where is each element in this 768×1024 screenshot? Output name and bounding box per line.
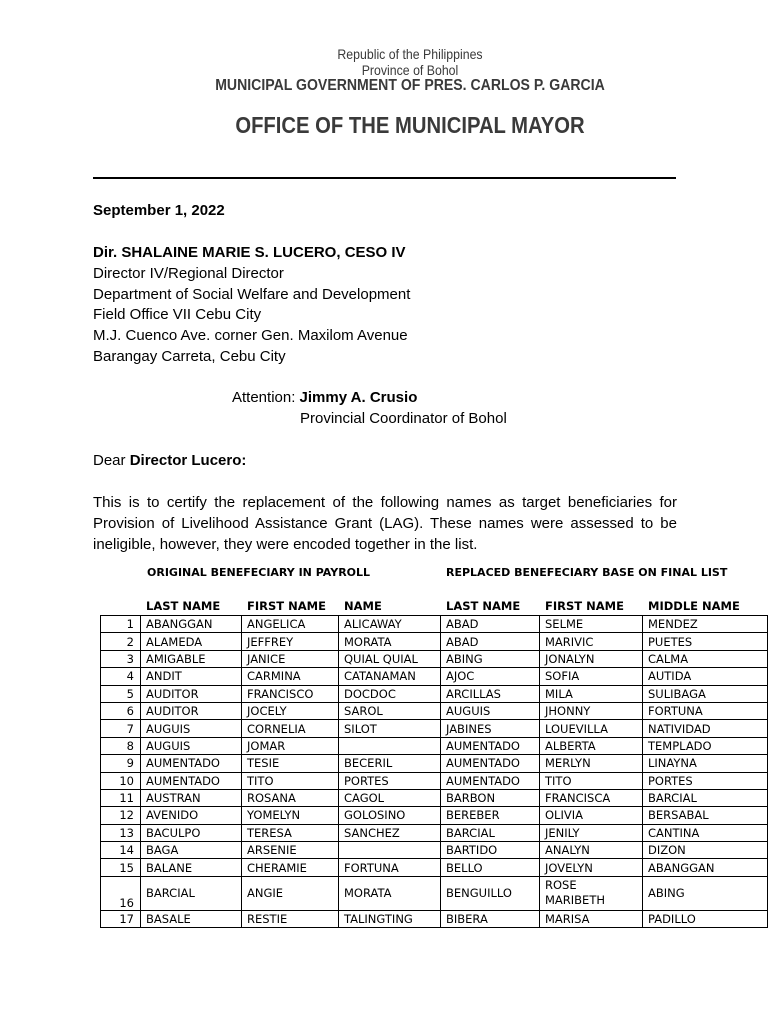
replaced-middle-name: CANTINA: [643, 824, 768, 841]
attention-label: Attention:: [232, 389, 300, 406]
original-first-name: ARSENIE: [242, 842, 339, 859]
replaced-first-name: MARIVIC: [540, 633, 643, 650]
replaced-first-name: TITO: [540, 772, 643, 789]
replaced-first-name: LOUEVILLA: [540, 720, 643, 737]
original-last-name: ALAMEDA: [141, 633, 242, 650]
table-row: [101, 702, 768, 719]
replaced-middle-name: BARCIAL: [643, 789, 768, 806]
original-first-name: YOMELYN: [242, 807, 339, 824]
original-last-name: AUDITOR: [141, 702, 242, 719]
recipient-line: Barangay Carreta, Cebu City: [93, 348, 286, 365]
original-name: PORTES: [339, 772, 441, 789]
replaced-last-name: AUGUIS: [441, 702, 540, 719]
replaced-last-name: AUMENTADO: [441, 772, 540, 789]
original-name: MORATA: [339, 633, 441, 650]
row-number: 12: [101, 807, 141, 824]
header-republic: Republic of the Philippines: [337, 46, 483, 62]
table-row: [101, 755, 768, 772]
replaced-first-name: MILA: [540, 685, 643, 702]
replaced-last-name: BARCIAL: [441, 824, 540, 841]
original-first-name: TITO: [242, 772, 339, 789]
replaced-middle-name: DIZON: [643, 842, 768, 859]
replaced-first-name: JENILY: [540, 824, 643, 841]
original-last-name: AUDITOR: [141, 685, 242, 702]
original-last-name: ANDIT: [141, 668, 242, 685]
replaced-first-name: JONALYN: [540, 650, 643, 667]
original-last-name: AUGUIS: [141, 737, 242, 754]
table-row: [101, 772, 768, 789]
recipient-name: Dir. SHALAINE MARIE S. LUCERO, CESO IV: [93, 244, 406, 261]
recipient-line: Department of Social Welfare and Development: [93, 286, 411, 303]
recipient-line: Field Office VII Cebu City: [93, 306, 262, 323]
row-number: 9: [101, 755, 141, 772]
salutation-prefix: Dear: [93, 452, 130, 469]
row-number: 1: [101, 616, 141, 633]
replaced-last-name: ABING: [441, 650, 540, 667]
column-header: MIDDLE NAME: [648, 599, 740, 613]
original-name: DOCDOC: [339, 685, 441, 702]
attention-title: Provincial Coordinator of Bohol: [300, 410, 507, 427]
original-first-name: TESIE: [242, 755, 339, 772]
original-last-name: AUMENTADO: [141, 755, 242, 772]
original-last-name: AUSTRAN: [141, 789, 242, 806]
row-number: 5: [101, 685, 141, 702]
table-row: [101, 859, 768, 876]
letter-date: September 1, 2022: [93, 202, 225, 219]
replaced-last-name: BELLO: [441, 859, 540, 876]
header-municipality: MUNICIPAL GOVERNMENT OF PRES. CARLOS P. GARCIA: [215, 77, 605, 94]
row-number: 7: [101, 720, 141, 737]
original-last-name: AVENIDO: [141, 807, 242, 824]
table-row: [101, 616, 768, 633]
replaced-first-name: MARISA: [540, 910, 643, 927]
replaced-middle-name: ABING: [643, 876, 768, 910]
original-name: SANCHEZ: [339, 824, 441, 841]
table-row: [101, 633, 768, 650]
original-first-name: JOCELY: [242, 702, 339, 719]
original-last-name: AUGUIS: [141, 720, 242, 737]
original-last-name: ABANGGAN: [141, 616, 242, 633]
replaced-first-name: JOVELYN: [540, 859, 643, 876]
original-last-name: BARCIAL: [141, 876, 242, 910]
replaced-first-name: MERLYN: [540, 755, 643, 772]
header-rule: [93, 177, 676, 179]
original-last-name: BALANE: [141, 859, 242, 876]
replaced-last-name: JABINES: [441, 720, 540, 737]
table-row: [101, 720, 768, 737]
column-header: FIRST NAME: [247, 599, 326, 613]
row-number: 11: [101, 789, 141, 806]
replaced-last-name: AUMENTADO: [441, 755, 540, 772]
table-row: [101, 807, 768, 824]
row-number: 16: [101, 876, 141, 910]
row-number: 14: [101, 842, 141, 859]
original-last-name: AUMENTADO: [141, 772, 242, 789]
replaced-last-name: BIBERA: [441, 910, 540, 927]
original-first-name: CARMINA: [242, 668, 339, 685]
letter-body: This is to certify the replacement of the following names as target beneficiaries for Provision of Livelihood Assistance Grant (LAG). These names were assessed to be ineligible, however, they were encoded together in the list.: [93, 494, 677, 553]
row-number: 17: [101, 910, 141, 927]
replaced-first-name: ROSE MARIBETH: [540, 876, 643, 910]
table-row: [101, 685, 768, 702]
replaced-middle-name: TEMPLADO: [643, 737, 768, 754]
replaced-first-name: FRANCISCA: [540, 789, 643, 806]
column-header: LAST NAME: [146, 599, 221, 613]
original-first-name: FRANCISCO: [242, 685, 339, 702]
attention-line: [232, 389, 417, 406]
replaced-middle-name: FORTUNA: [643, 702, 768, 719]
replaced-last-name: BARBON: [441, 789, 540, 806]
replaced-middle-name: PUETES: [643, 633, 768, 650]
original-first-name: ANGIE: [242, 876, 339, 910]
row-number: 15: [101, 859, 141, 876]
original-name: SILOT: [339, 720, 441, 737]
replaced-middle-name: LINAYNA: [643, 755, 768, 772]
replaced-middle-name: BERSABAL: [643, 807, 768, 824]
replaced-middle-name: ABANGGAN: [643, 859, 768, 876]
replaced-middle-name: AUTIDA: [643, 668, 768, 685]
original-first-name: JANICE: [242, 650, 339, 667]
original-first-name: TERESA: [242, 824, 339, 841]
original-name: FORTUNA: [339, 859, 441, 876]
row-number: 4: [101, 668, 141, 685]
replaced-middle-name: NATIVIDAD: [643, 720, 768, 737]
column-header: FIRST NAME: [545, 599, 624, 613]
original-beneficiary-heading: ORIGINAL BENEFECIARY IN PAYROLL: [147, 566, 371, 579]
original-last-name: BASALE: [141, 910, 242, 927]
row-number: 3: [101, 650, 141, 667]
replaced-first-name: SOFIA: [540, 668, 643, 685]
original-first-name: CORNELIA: [242, 720, 339, 737]
replaced-last-name: AUMENTADO: [441, 737, 540, 754]
replaced-beneficiary-heading: REPLACED BENEFECIARY BASE ON FINAL LIST: [446, 566, 728, 579]
column-header: NAME: [344, 599, 382, 613]
replaced-middle-name: MENDEZ: [643, 616, 768, 633]
original-first-name: ROSANA: [242, 789, 339, 806]
original-first-name: ANGELICA: [242, 616, 339, 633]
table-row: [101, 876, 768, 910]
replaced-last-name: BENGUILLO: [441, 876, 540, 910]
replaced-middle-name: PADILLO: [643, 910, 768, 927]
header-office-title: OFFICE OF THE MUNICIPAL MAYOR: [235, 112, 585, 138]
salutation-name: Director Lucero:: [129, 452, 247, 469]
replaced-last-name: AJOC: [441, 668, 540, 685]
original-first-name: CHERAMIE: [242, 859, 339, 876]
original-last-name: BAGA: [141, 842, 242, 859]
original-name: MORATA: [339, 876, 441, 910]
original-name: SAROL: [339, 702, 441, 719]
replaced-first-name: SELME: [540, 616, 643, 633]
table-row: [101, 910, 768, 927]
replaced-last-name: BEREBER: [441, 807, 540, 824]
salutation: [93, 452, 246, 469]
replaced-first-name: JHONNY: [540, 702, 643, 719]
original-name: [339, 842, 441, 859]
original-last-name: AMIGABLE: [141, 650, 242, 667]
replaced-last-name: BARTIDO: [441, 842, 540, 859]
table-row: [101, 789, 768, 806]
table-row: [101, 668, 768, 685]
replaced-middle-name: PORTES: [643, 772, 768, 789]
original-name: [339, 737, 441, 754]
row-number: 8: [101, 737, 141, 754]
attention-name: Jimmy A. Crusio: [299, 389, 418, 406]
replaced-first-name: ANALYN: [540, 842, 643, 859]
recipient-line: M.J. Cuenco Ave. corner Gen. Maxilom Avenue: [93, 327, 408, 344]
original-name: GOLOSINO: [339, 807, 441, 824]
original-first-name: JEFFREY: [242, 633, 339, 650]
original-name: ALICAWAY: [339, 616, 441, 633]
replaced-middle-name: CALMA: [643, 650, 768, 667]
row-number: 6: [101, 702, 141, 719]
table-row: [101, 824, 768, 841]
table-row: [101, 842, 768, 859]
table-row: [101, 737, 768, 754]
column-header: LAST NAME: [446, 599, 521, 613]
replaced-middle-name: SULIBAGA: [643, 685, 768, 702]
replaced-first-name: ALBERTA: [540, 737, 643, 754]
replaced-first-name: OLIVIA: [540, 807, 643, 824]
beneficiary-table: [100, 615, 768, 928]
row-number: 10: [101, 772, 141, 789]
original-name: BECERIL: [339, 755, 441, 772]
original-last-name: BACULPO: [141, 824, 242, 841]
recipient-line: Director IV/Regional Director: [93, 265, 284, 282]
original-first-name: RESTIE: [242, 910, 339, 927]
replaced-last-name: ABAD: [441, 633, 540, 650]
row-number: 2: [101, 633, 141, 650]
replaced-last-name: ARCILLAS: [441, 685, 540, 702]
original-name: CATANAMAN: [339, 668, 441, 685]
original-first-name: JOMAR: [242, 737, 339, 754]
original-name: CAGOL: [339, 789, 441, 806]
replaced-last-name: ABAD: [441, 616, 540, 633]
header-province: Province of Bohol: [361, 62, 459, 78]
row-number: 13: [101, 824, 141, 841]
beneficiary-table-body: [101, 616, 768, 928]
table-row: [101, 650, 768, 667]
original-name: QUIAL QUIAL: [339, 650, 441, 667]
original-name: TALINGTING: [339, 910, 441, 927]
